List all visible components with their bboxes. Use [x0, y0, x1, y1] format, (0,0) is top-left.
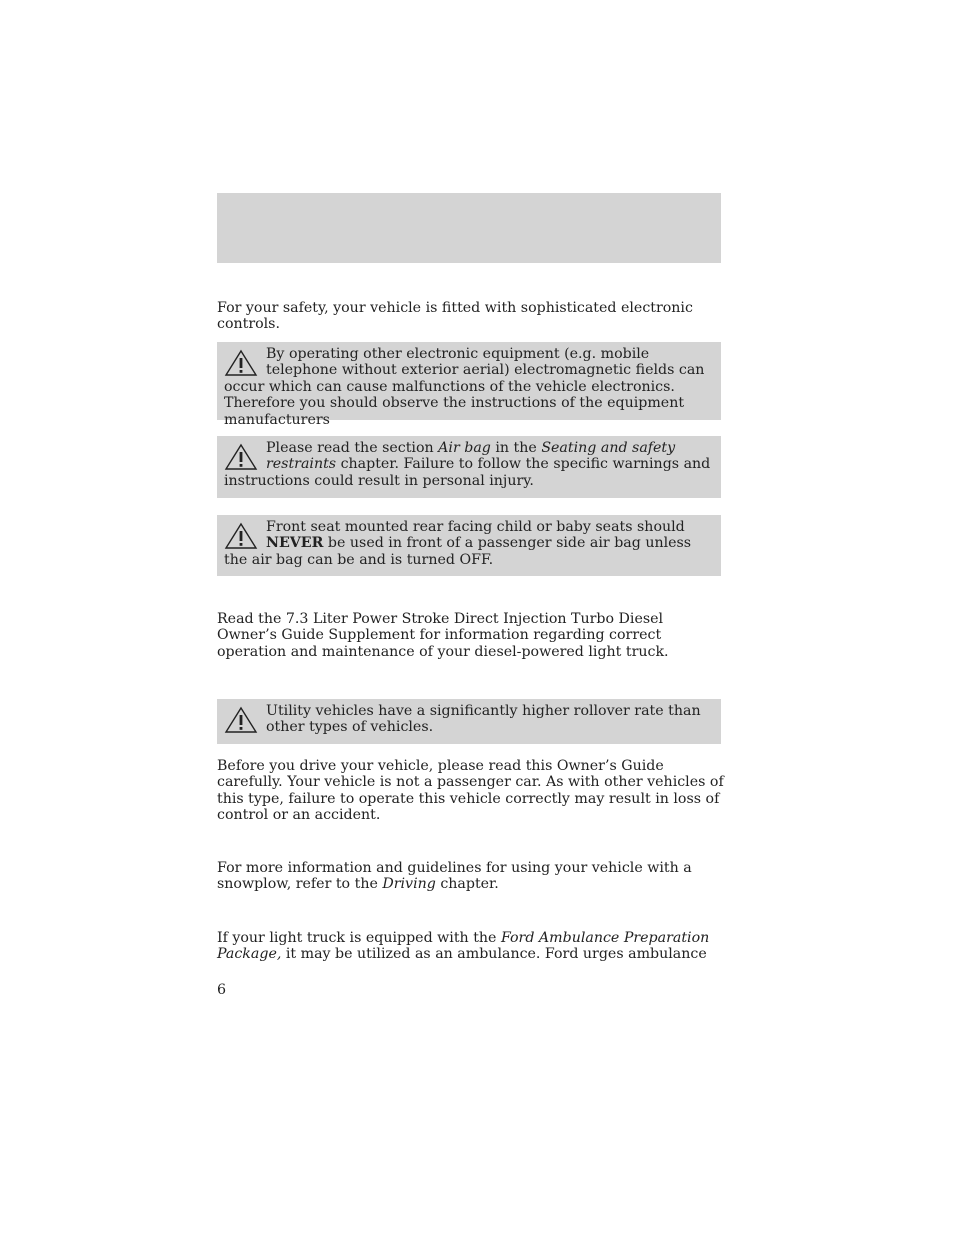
- warning-box-rollover: [217, 699, 721, 744]
- warning-box-airbag: [217, 436, 721, 498]
- warning-text: By operating other electronic equipment (e.g. mobile telephone without exterior aerial) electromagnetic fields can occur which can cause malfunctions of the vehicle electronics. Therefore you should observe the instructions of the equipment manufacturers: [224, 346, 705, 428]
- warning-box-child-seat: [217, 515, 721, 576]
- section-header-bar: [217, 193, 721, 263]
- warning-triangle-icon: [224, 521, 258, 551]
- warning-text: Please read the section Air bag in the Seating and safety restraints chapter. Failure to follow the specific warnings and instructions could result in personal injury.: [224, 440, 711, 489]
- warning-triangle-icon: [224, 705, 258, 735]
- warning-triangle-icon: [224, 442, 258, 472]
- before-drive-paragraph: Before you drive your vehicle, please read this Owner’s Guide carefully. Your vehicle is not a passenger car. As with other vehicles of this type, failure to operate this vehicle correctly may result in loss of control or an accident.: [217, 758, 724, 824]
- intro-paragraph: For your safety, your vehicle is fitted with sophisticated electronic controls.: [217, 300, 693, 333]
- page-number: 6: [217, 982, 227, 998]
- warning-box-electronics: [217, 342, 721, 428]
- snowplow-paragraph: For more information and guidelines for using your vehicle with a snowplow, refer to the Driving chapter.: [217, 860, 692, 893]
- diesel-paragraph: Read the 7.3 Liter Power Stroke Direct Injection Turbo Diesel Owner’s Guide Supplement for information regarding correct operation and maintenance of your diesel-powered light truck.: [217, 611, 669, 660]
- warning-triangle-icon: [224, 348, 258, 378]
- ambulance-paragraph: If your light truck is equipped with the Ford Ambulance Preparation Package, it may be utilized as an ambulance. Ford urges ambulance: [217, 930, 710, 963]
- warning-text: Utility vehicles have a significantly higher rollover rate than other types of vehicles.: [266, 703, 701, 736]
- warning-text: Front seat mounted rear facing child or baby seats should NEVER be used in front of a passenger side air bag unless the air bag can be and is turned OFF.: [224, 519, 692, 568]
